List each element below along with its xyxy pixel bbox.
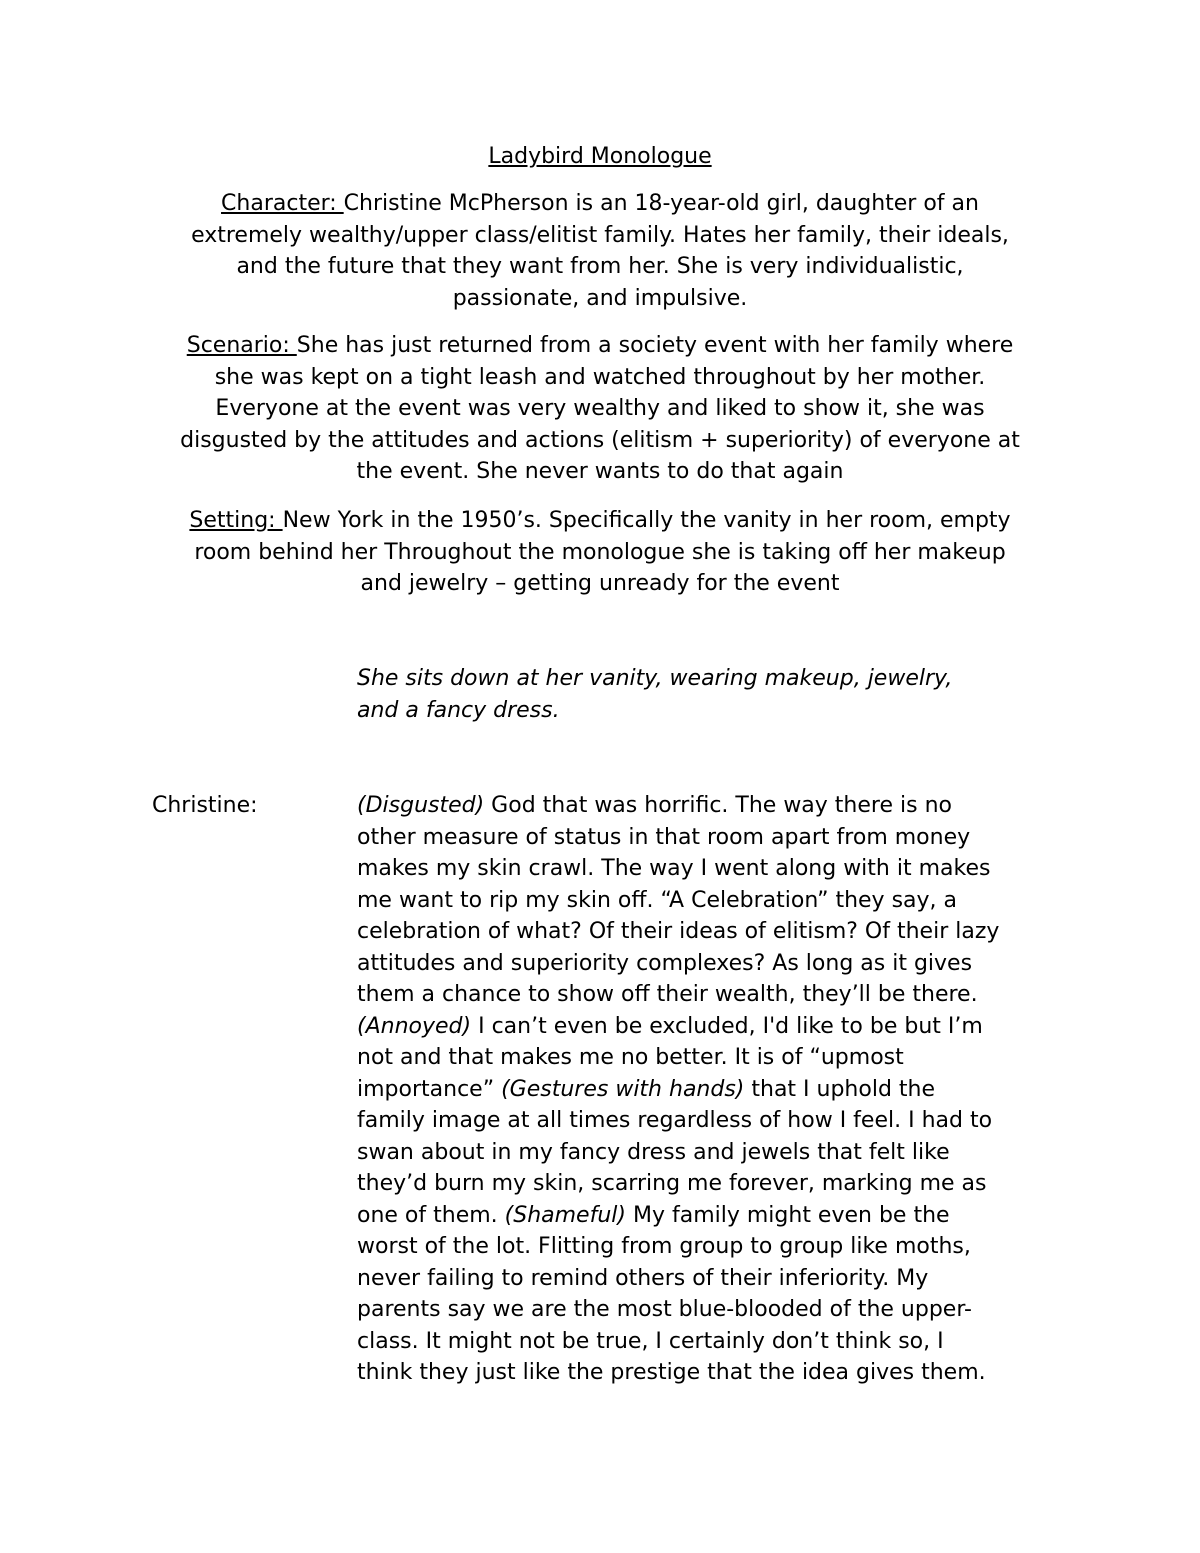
dialogue-line: not and that makes me no better. It is of “upmost	[357, 1045, 904, 1070]
dialogue-line: (Disgusted) God that was horrific. The way there is no	[357, 793, 952, 818]
setting-line: and jewelry – getting unready for the event	[360, 571, 840, 596]
dialogue-line: think they just like the prestige that the idea gives them.	[357, 1360, 986, 1385]
scenario-label: Scenario:	[186, 333, 297, 358]
character-line: and the future that they want from her. She is very individualistic,	[236, 254, 964, 279]
dialogue-line: family image at all times regardless of how I feel. I had to	[357, 1108, 993, 1133]
character-line: extremely wealthy/upper class/elitist family. Hates her family, their ideals,	[191, 222, 1009, 248]
scenario-line: the event. She never wants to do that again	[356, 459, 844, 484]
setting-paragraph	[145, 505, 1055, 600]
setting-label: Setting:	[189, 508, 283, 533]
stage-direction	[357, 663, 1057, 727]
scenario-line: she was kept on a tight leash and watched throughout by her mother.	[214, 364, 986, 390]
character-label: Character:	[221, 191, 344, 216]
scenario-line: disgusted by the attitudes and actions (elitism + superiority) of everyone at	[180, 427, 1020, 453]
stage-direction-line: and a fancy dress.	[357, 698, 560, 723]
dialogue-line: class. It might not be true, I certainly don’t think so, I	[357, 1328, 944, 1354]
dialogue-line: me want to rip my skin off. “A Celebration” they say, a	[357, 887, 958, 913]
dialogue-line: attitudes and superiority complexes? As long as it gives	[357, 950, 973, 976]
character-line: Character: Christine McPherson is an 18-year-old girl, daughter of an	[221, 191, 979, 216]
dialogue-line: parents say we are the most blue-blooded of the upper-	[357, 1297, 972, 1322]
dialogue-line: swan about in my fancy dress and jewels that felt like	[357, 1139, 950, 1165]
scenario-line: Scenario: She has just returned from a society event with her family where	[186, 333, 1014, 358]
setting-line: room behind her Throughout the monologue she is taking off her makeup	[194, 539, 1006, 565]
dialogue-line: they’d burn my skin, scarring me forever, marking me as	[357, 1171, 987, 1196]
dialogue-line: celebration of what? Of their ideas of elitism? Of their lazy	[357, 919, 1000, 944]
monologue-dialogue	[357, 790, 1077, 1389]
dialogue-line: importance” (Gestures with hands) that I uphold the	[357, 1076, 936, 1102]
dialogue-line: other measure of status in that room apart from money	[357, 824, 971, 850]
dialogue-line: worst of the lot. Flitting from group to group like moths,	[357, 1234, 971, 1259]
character-line: passionate, and impulsive.	[452, 285, 748, 311]
gesture-direction: (Gestures with hands)	[501, 1076, 745, 1102]
stage-direction-line: She sits down at her vanity, wearing makeup, jewelry,	[357, 666, 953, 691]
scenario-paragraph	[145, 330, 1055, 488]
scenario-line: Everyone at the event was very wealthy and liked to show it, she was	[215, 396, 985, 421]
dialogue-line: one of them. (Shameful) My family might even be the	[357, 1202, 950, 1228]
emotion-direction: (Disgusted)	[357, 793, 485, 818]
character-paragraph	[145, 188, 1055, 314]
speaker-name: Christine:	[152, 793, 258, 818]
dialogue-line: (Annoyed) I can’t even be excluded, I'd like to be but I’m	[357, 1013, 983, 1039]
emotion-direction: (Shameful)	[504, 1202, 626, 1228]
dialogue-line: makes my skin crawl. The way I went along with it makes	[357, 856, 991, 881]
dialogue-line: never failing to remind others of their inferiority. My	[357, 1265, 929, 1291]
setting-line: Setting: New York in the 1950’s. Specifically the vanity in her room, empty	[189, 508, 1011, 533]
dialogue-line: them a chance to show off their wealth, they’ll be there.	[357, 982, 978, 1007]
emotion-direction: (Annoyed)	[357, 1013, 472, 1039]
document-title: Ladybird Monologue	[488, 144, 712, 169]
